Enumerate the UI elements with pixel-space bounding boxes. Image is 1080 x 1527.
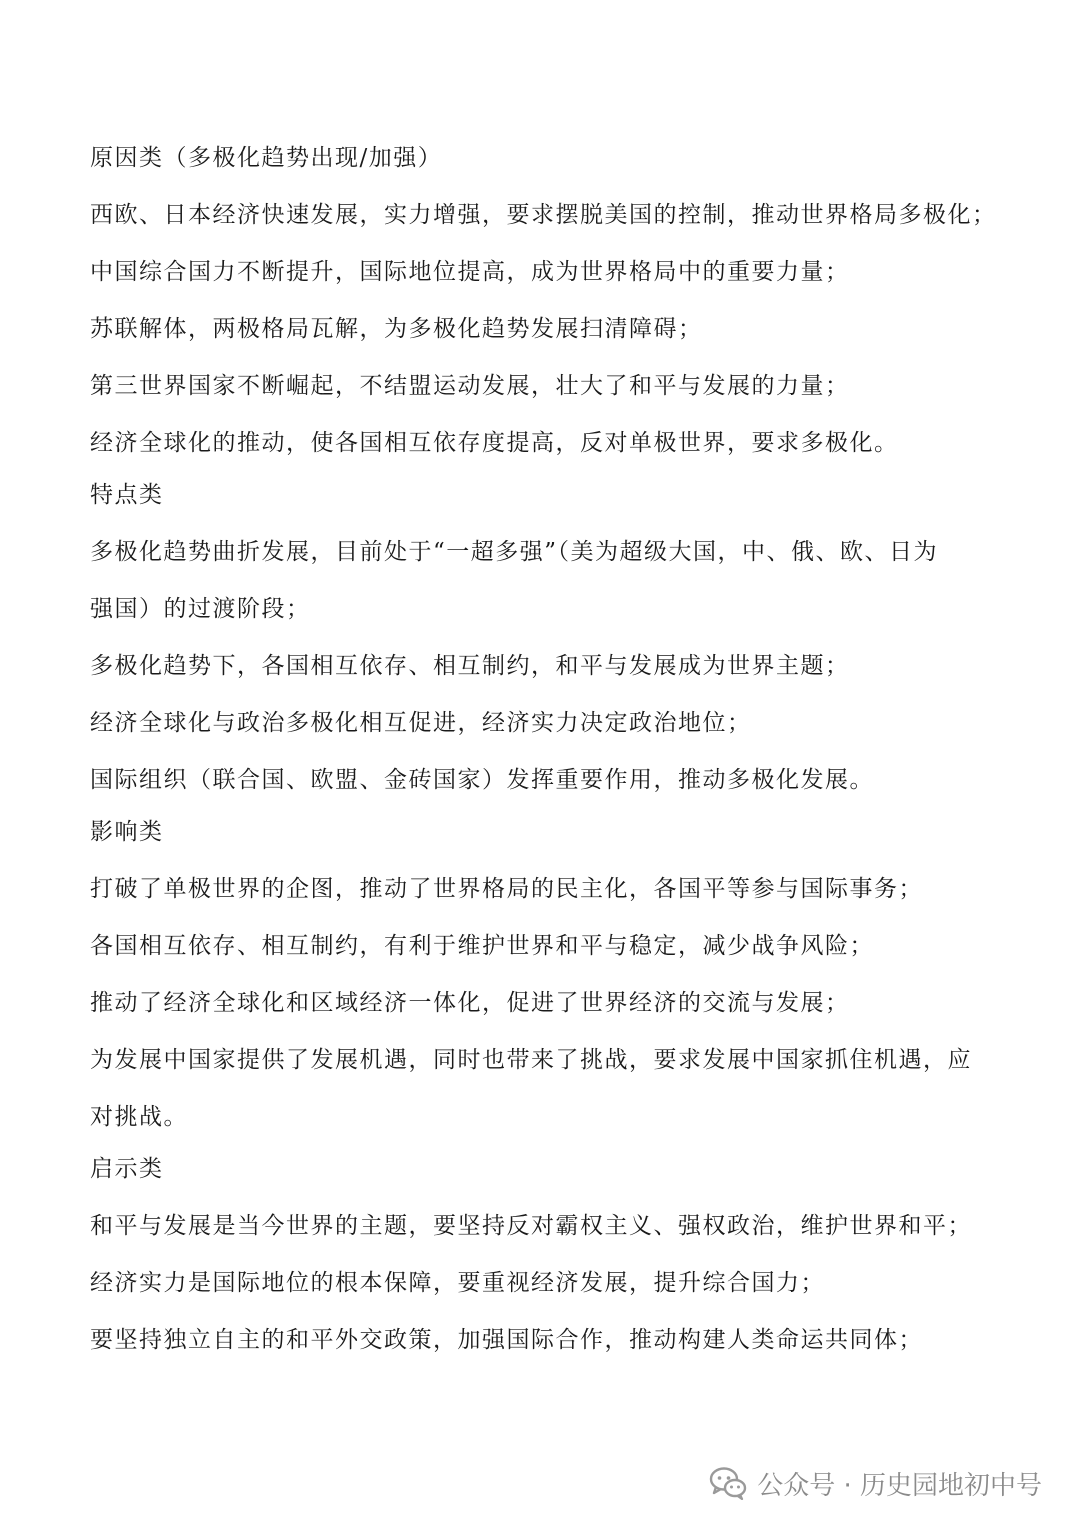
paragraph-line: 和平与发展是当今世界的主题，要坚持反对霸权主义、强权政治，维护世界和平； xyxy=(90,1213,972,1239)
paragraph-line: 对挑战。 xyxy=(90,1104,188,1130)
section-heading-impacts: 影响类 xyxy=(90,819,164,845)
paragraph-line: 要坚持独立自主的和平外交政策，加强国际合作，推动构建人类命运共同体； xyxy=(90,1327,923,1353)
paragraph-line: 强国）的过渡阶段； xyxy=(90,596,311,622)
paragraph-line: 国际组织（联合国、欧盟、金砖国家）发挥重要作用，推动多极化发展。 xyxy=(90,767,874,793)
paragraph-line: 打破了单极世界的企图，推动了世界格局的民主化，各国平等参与国际事务； xyxy=(90,876,923,902)
paragraph-line: 为发展中国家提供了发展机遇，同时也带来了挑战，要求发展中国家抓住机遇，应 xyxy=(90,1047,972,1073)
paragraph-line: 中国综合国力不断提升，国际地位提高，成为世界格局中的重要力量； xyxy=(90,259,850,285)
paragraph-line: 经济全球化与政治多极化相互促进，经济实力决定政治地位； xyxy=(90,710,752,736)
paragraph-line: 推动了经济全球化和区域经济一体化，促进了世界经济的交流与发展； xyxy=(90,990,850,1016)
paragraph-line: 苏联解体，两极格局瓦解，为多极化趋势发展扫清障碍； xyxy=(90,316,703,342)
paragraph-line: 第三世界国家不断崛起，不结盟运动发展，壮大了和平与发展的力量； xyxy=(90,373,850,399)
section-heading-lessons: 启示类 xyxy=(90,1156,164,1182)
section-heading-causes: 原因类（多极化趋势出现/加强） xyxy=(90,145,443,171)
watermark-text: 公众号 · 历史园地初中号 xyxy=(757,1470,1042,1501)
paragraph-line: 经济全球化的推动，使各国相互依存度提高，反对单极世界，要求多极化。 xyxy=(90,430,899,456)
watermark xyxy=(709,1463,1042,1503)
paragraph-line: 西欧、日本经济快速发展，实力增强，要求摆脱美国的控制，推动世界格局多极化； xyxy=(90,202,997,228)
paragraph-line: 经济实力是国际地位的根本保障，要重视经济发展，提升综合国力； xyxy=(90,1270,825,1296)
paragraph-line: 各国相互依存、相互制约，有利于维护世界和平与稳定，减少战争风险； xyxy=(90,933,874,959)
paragraph-line: 多极化趋势下，各国相互依存、相互制约，和平与发展成为世界主题； xyxy=(90,653,850,679)
paragraph-line: 多极化趋势曲折发展，目前处于“一超多强”（美为超级大国，中、俄、欧、日为 xyxy=(90,539,939,565)
wechat-icon xyxy=(709,1466,747,1500)
document-body xyxy=(90,142,1000,1356)
section-heading-features: 特点类 xyxy=(90,482,164,508)
